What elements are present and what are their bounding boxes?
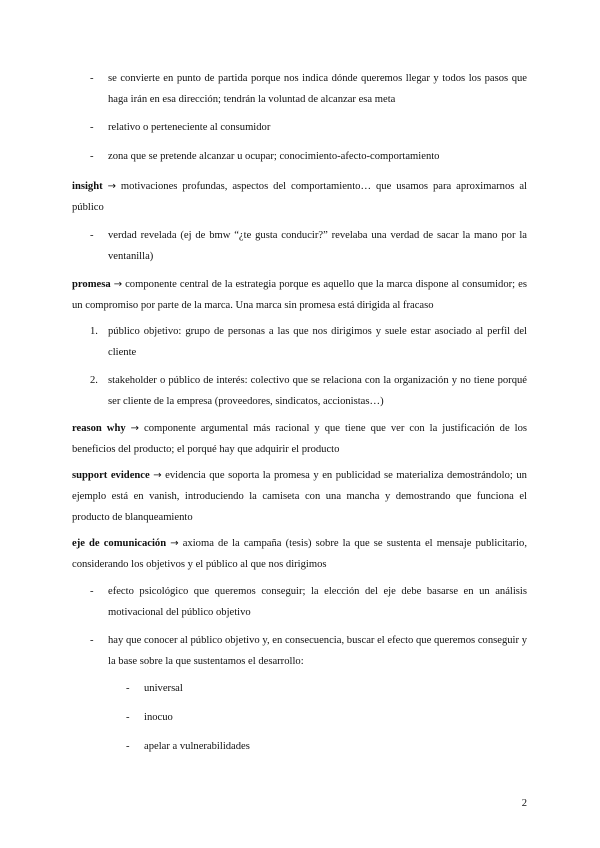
- definition-promesa: [72, 274, 527, 316]
- bullet-dash: -: [90, 122, 94, 133]
- sub-bullet-dash: -: [126, 683, 130, 694]
- bullet-text: verdad revelada (ej de bmw “¿te gusta conducir?” revelaba una verdad de sacar la mano por la ventanilla): [108, 230, 527, 262]
- definition-text: axioma de la campaña (tesis) sobre la que se sustenta el mensaje publicitario, considerando los objetivos y el público al que nos dirigimos: [72, 538, 527, 570]
- list-item: público objetivo: grupo de personas a las que nos dirigimos y suele estar asociado al perfil del cliente: [108, 326, 527, 358]
- bullet-text: hay que conocer al público objetivo y, en consecuencia, buscar el efecto que queremos conseguir y la base sobre la que sustentamos el desarrollo:: [108, 635, 527, 667]
- bullet-dash: -: [90, 73, 94, 84]
- definition-eje-comunicacion: [72, 533, 527, 575]
- sub-bullet-dash: -: [126, 741, 130, 752]
- definition-insight: [72, 176, 527, 218]
- bullet-text: se convierte en punto de partida porque nos indica dónde queremos llegar y todos los pasos que haga irán en esa dirección; tendrán la voluntad de alcanzar esa meta: [108, 73, 527, 105]
- term-support-evidence: support evidence: [72, 470, 150, 481]
- sub-bullet-dash: -: [126, 712, 130, 723]
- definition-support-evidence: [72, 465, 527, 528]
- term-eje-comunicacion: eje de comunicación: [72, 538, 167, 549]
- arrow-icon: →: [153, 470, 162, 481]
- term-reason-why: reason why: [72, 423, 126, 434]
- bullet-dash: -: [90, 230, 94, 241]
- definition-text: motivaciones profundas, aspectos del comportamiento… que usamos para aproximarnos al público: [72, 181, 527, 213]
- list-item: stakeholder o público de interés: colectivo que se relaciona con la organización y no tiene porqué ser cliente de la empresa (proveedores, sindicatos, accionistas…): [108, 375, 527, 407]
- page-number: 2: [521, 798, 527, 809]
- arrow-icon: →: [113, 279, 123, 290]
- definition-text: componente central de la estrategia porque es aquello que la marca dispone al consumidor; es un compromiso por parte de la marca. Una marca sin promesa está dirigida al fracaso: [72, 279, 527, 311]
- definition-reason-why: [72, 418, 527, 460]
- list-number: 1.: [90, 326, 98, 337]
- sub-bullet-text: inocuo: [144, 712, 173, 723]
- sub-bullet-text: apelar a vulnerabilidades: [144, 741, 250, 752]
- arrow-icon: →: [170, 538, 179, 549]
- sub-bullet-text: universal: [144, 683, 183, 694]
- bullet-text: relativo o perteneciente al consumidor: [108, 122, 271, 133]
- definition-text: componente argumental más racional y que tiene que ver con la justificación de los beneficios del producto; el porqué hay que adquirir el producto: [72, 423, 528, 455]
- arrow-icon: →: [107, 181, 116, 192]
- term-promesa: promesa: [72, 279, 111, 290]
- bullet-dash: -: [90, 586, 94, 597]
- bullet-text: zona que se pretende alcanzar u ocupar; conocimiento-afecto-comportamiento: [108, 151, 440, 162]
- bullet-text: efecto psicológico que queremos conseguir; la elección del eje debe basarse en un análisis motivacional del público objetivo: [108, 586, 527, 618]
- list-number: 2.: [90, 375, 98, 386]
- definition-text: evidencia que soporta la promesa y en publicidad se materializa demostrándolo; un ejemplo está en vanish, introduciendo la camiseta con una mancha y demostrando que funciona el producto de blanqueamiento: [72, 470, 527, 523]
- term-insight: insight: [72, 181, 103, 192]
- bullet-dash: -: [90, 635, 94, 646]
- arrow-icon: →: [130, 423, 140, 434]
- bullet-dash: -: [90, 151, 94, 162]
